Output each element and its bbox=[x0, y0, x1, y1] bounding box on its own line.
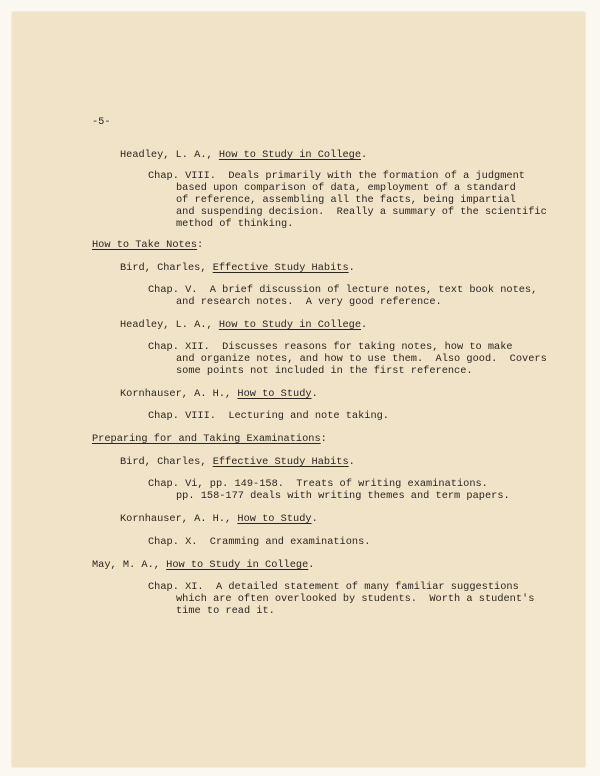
entry-note-line: Chap. Vi, pp. 149-158. Treats of writing examinations. bbox=[148, 478, 488, 490]
entry-author: Headley, L. A., bbox=[120, 319, 219, 331]
section-heading-colon: : bbox=[197, 239, 204, 251]
section-heading bbox=[92, 434, 327, 445]
entry-note-line: some points not included in the first reference. bbox=[176, 365, 473, 377]
entry-punctuation: . bbox=[348, 456, 355, 468]
entry-note-line: and suspending decision. Really a summary of the scientific bbox=[176, 206, 547, 218]
entry-title: How to Study in College bbox=[218, 319, 361, 331]
entry-author: Kornhauser, A. H., bbox=[120, 388, 238, 400]
entry-title: Effective Study Habits bbox=[212, 456, 349, 468]
section-heading-text: Preparing for and Taking Examinations bbox=[92, 433, 321, 445]
entry-note-line: method of thinking. bbox=[176, 218, 294, 230]
entry-note-line: Chap. XII. Discusses reasons for taking notes, how to make bbox=[148, 341, 513, 353]
bibliography-entry bbox=[120, 514, 318, 525]
entry-note-line: Chap. XI. A detailed statement of many familiar suggestions bbox=[148, 581, 519, 593]
entry-note-line: time to read it. bbox=[176, 605, 275, 617]
entry-note-line: and organize notes, and how to use them. Also good. Covers bbox=[176, 353, 547, 365]
entry-note-line: of reference, assembling all the facts, being impartial bbox=[176, 194, 516, 206]
entry-punctuation: . bbox=[361, 149, 368, 161]
entry-note-line: Chap. VIII. Deals primarily with the formation of a judgment bbox=[148, 170, 525, 182]
entry-author: Bird, Charles, bbox=[120, 456, 213, 468]
entry-title: How to Study bbox=[237, 513, 312, 525]
entry-title: How to Study bbox=[237, 388, 312, 400]
bibliography-entry bbox=[120, 389, 318, 400]
entry-title: Effective Study Habits bbox=[212, 262, 349, 274]
entry-punctuation: . bbox=[311, 388, 318, 400]
bibliography-entry bbox=[120, 263, 355, 274]
entry-author: Kornhauser, A. H., bbox=[120, 513, 238, 525]
bibliography-entry bbox=[120, 457, 355, 468]
entry-punctuation: . bbox=[308, 559, 315, 571]
entry-note-line: Chap. V. A brief discussion of lecture notes, text book notes, bbox=[148, 284, 538, 296]
entry-note-line: based upon comparison of data, employment of a standard bbox=[176, 182, 516, 194]
entry-author: Bird, Charles, bbox=[120, 262, 213, 274]
entry-author: Headley, L. A., bbox=[120, 149, 219, 161]
entry-title: How to Study in College bbox=[166, 559, 309, 571]
entry-punctuation: . bbox=[361, 319, 368, 331]
entry-punctuation: . bbox=[311, 513, 318, 525]
bibliography-entry bbox=[120, 320, 367, 331]
bibliography-entry bbox=[92, 560, 314, 571]
entry-note-line: pp. 158-177 deals with writing themes and term papers. bbox=[176, 490, 510, 502]
bibliography-entry bbox=[120, 150, 367, 161]
entry-author: May, M. A., bbox=[92, 559, 167, 571]
entry-note-line: and research notes. A very good reference. bbox=[176, 296, 442, 308]
entry-title: How to Study in College bbox=[218, 149, 361, 161]
entry-punctuation: . bbox=[348, 262, 355, 274]
section-heading-text: How to Take Notes bbox=[92, 239, 198, 251]
section-heading bbox=[92, 240, 203, 251]
entry-note-line: which are often overlooked by students. Worth a student's bbox=[176, 593, 535, 605]
entry-note-line: Chap. VIII. Lecturing and note taking. bbox=[148, 410, 389, 422]
page-number: -5- bbox=[92, 116, 111, 128]
entry-note-line: Chap. X. Cramming and examinations. bbox=[148, 536, 371, 548]
section-heading-colon: : bbox=[320, 433, 327, 445]
